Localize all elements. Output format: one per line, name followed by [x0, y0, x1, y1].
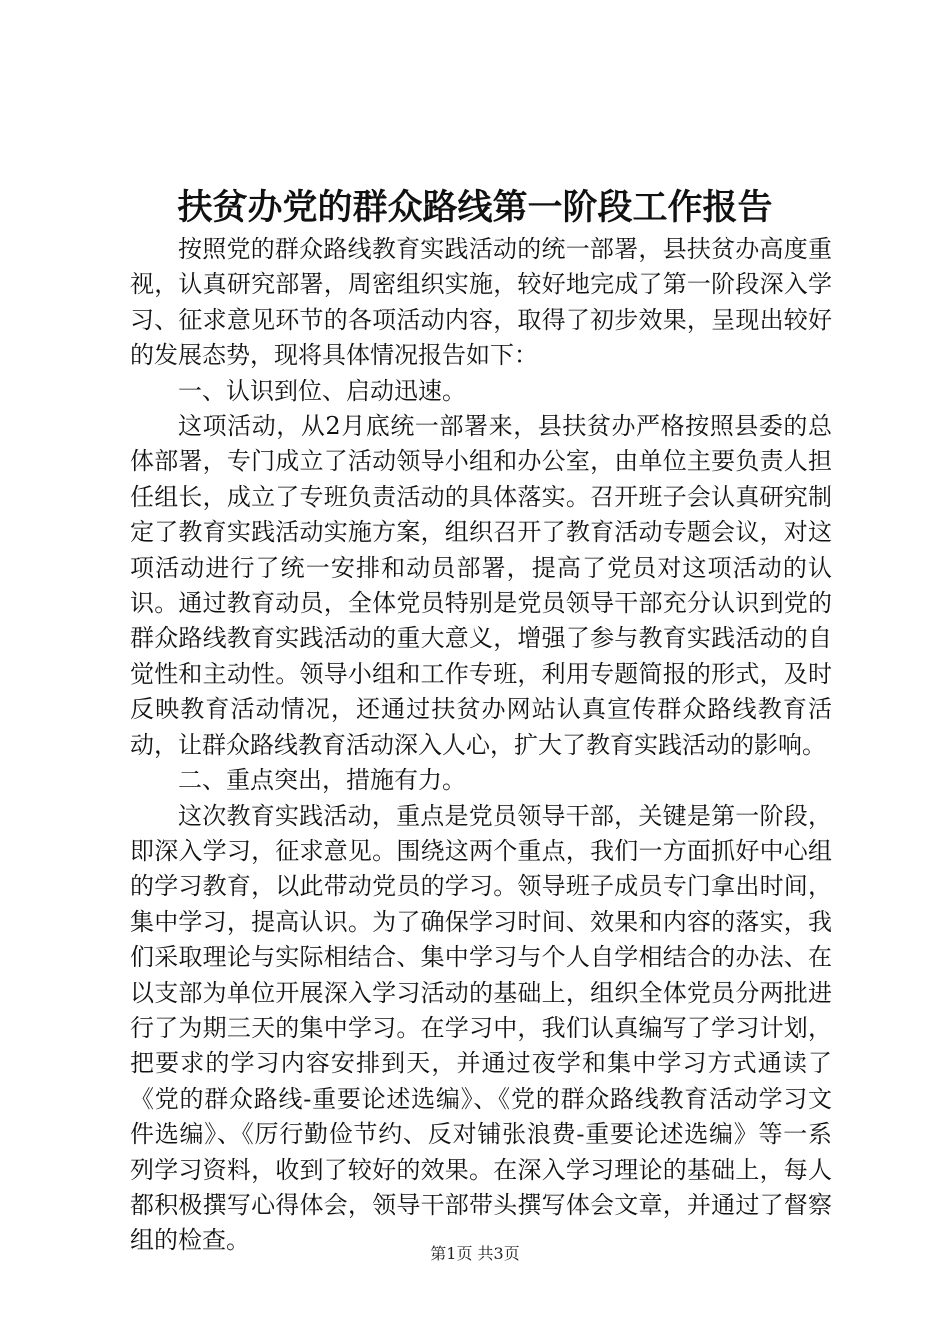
paragraph-section-2: 这次教育实践活动，重点是党员领导干部，关键是第一阶段，即深入学习，征求意见。围绕这两个重点，我们一方面抓好中心组的学习教育，以此带动党员的学习。领导班子成员专门拿出时间，集中学习，提高认识。为了确保学习时间、效果和内容的落实，我们采取理论与实际相结合、集中学习与个人自学相结合的办法、在以支部为单位开展深入学习活动的基础上，组织全体党员分两批进行了为期三天的集中学习。在学习中，我们认真编写了学习计划，把要求的学习内容安排到天，并通过夜学和集中学习方式通读了《党的群众路线-重要论述选编》、《党的群众路线教育活动学习文件选编》、《厉行勤俭节约、反对铺张浪费-重要论述选编》等一系列学习资料，收到了较好的效果。在深入学习理论的基础上，每人都积极撰写心得体会，领导干部带头撰写体会文章，并通过了督察组的检查。 [130, 801, 832, 1255]
section-heading-1: 一、认识到位、启动迅速。 [178, 376, 466, 405]
document-title: 扶贫办党的群众路线第一阶段工作报告 [177, 187, 773, 228]
paragraph-section-1: 这项活动，从2月底统一部署来，县扶贫办严格按照县委的总体部署，专门成立了活动领导小组和办公室，由单位主要负责人担任组长，成立了专班负责活动的具体落实。召开班子会认真研究制定了教育实践活动实施方案，组织召开了教育活动专题会议，对这项活动进行了统一安排和动员部署，提高了党员对这项活动的认识。通过教育动员，全体党员特别是党员领导干部充分认识到党的群众路线教育实践活动的重大意义，增强了参与教育实践活动的自觉性和主动性。领导小组和工作专班，利用专题简报的形式，及时反映教育活动情况，还通过扶贫办网站认真宣传群众路线教育活动，让群众路线教育活动深入人心，扩大了教育实践活动的影响。 [130, 412, 832, 759]
paragraph-intro: 按照党的群众路线教育实践活动的统一部署，县扶贫办高度重视，认真研究部署，周密组织实施，较好地完成了第一阶段深入学习、征求意见环节的各项活动内容，取得了初步效果，呈现出较好的发展态势，现将具体情况报告如下： [130, 235, 832, 370]
page-footer: 第1页 共3页 [430, 1244, 520, 1263]
section-heading-2: 二、重点突出，措施有力。 [178, 766, 466, 795]
document-body [130, 232, 832, 1259]
